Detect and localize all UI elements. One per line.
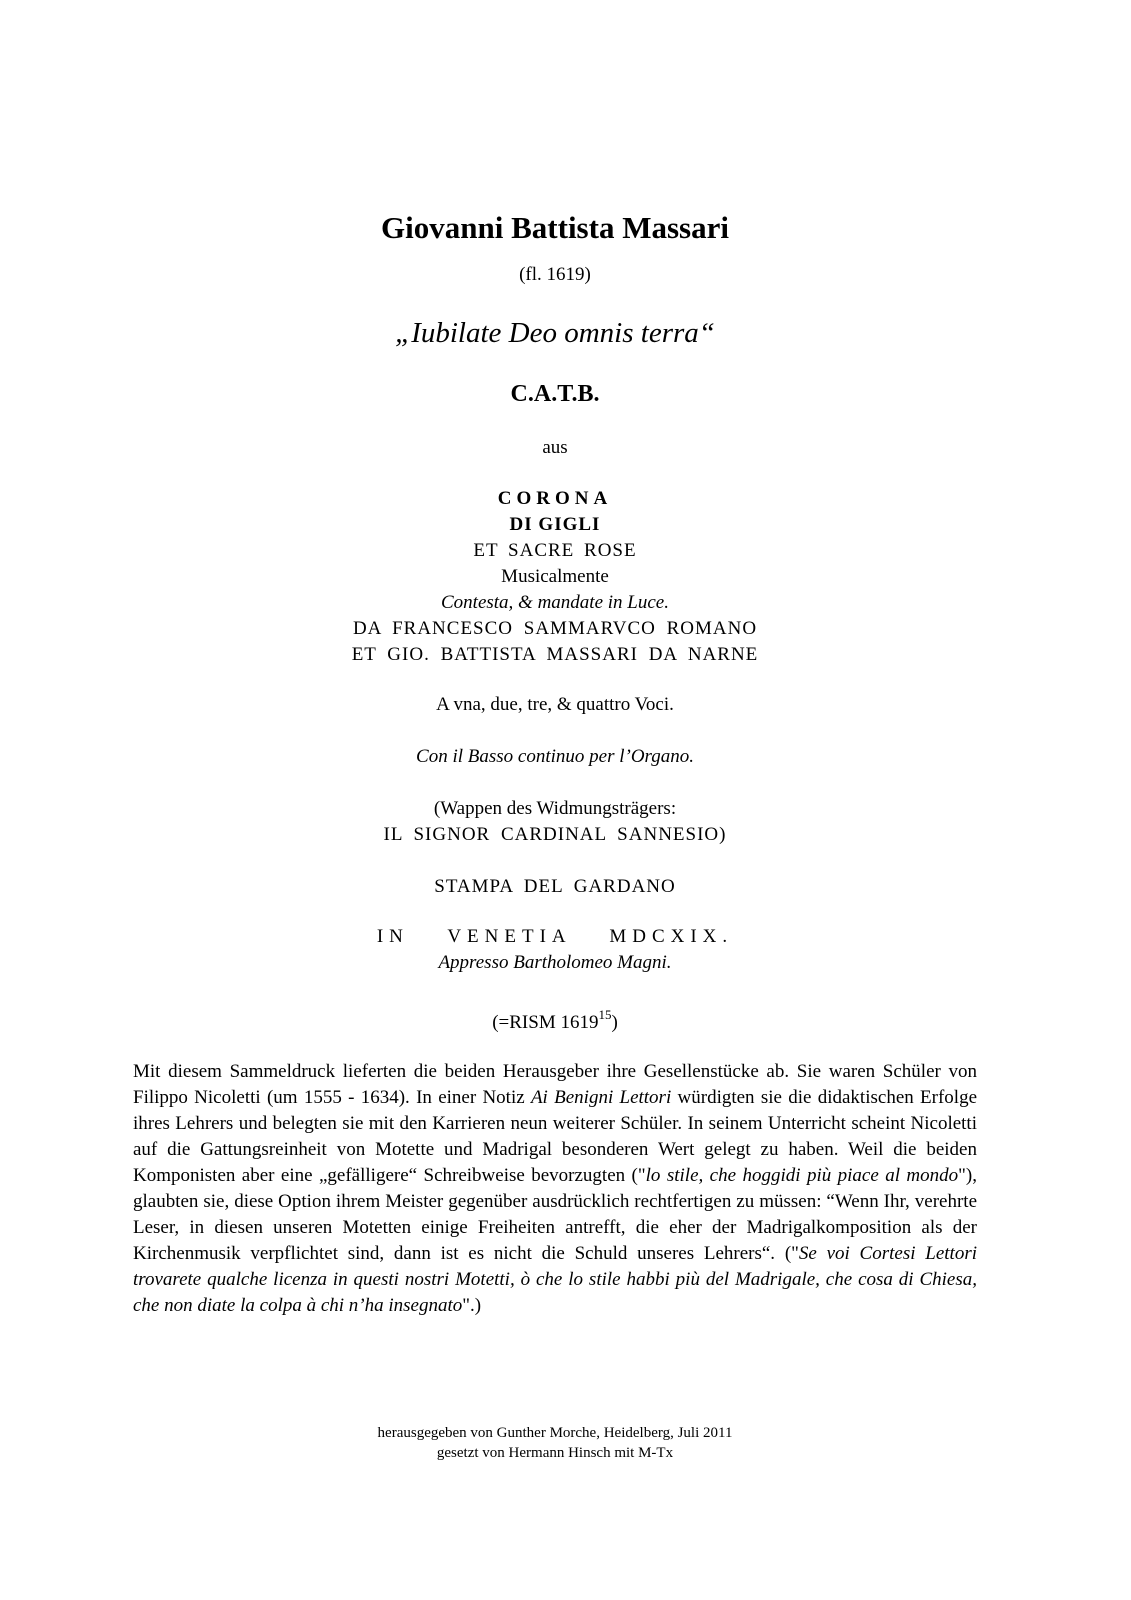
title-page-arms-note: (Wappen des Widmungsträgers:	[433, 798, 677, 819]
rism-superscript: 15	[598, 1006, 612, 1022]
para-text-2: würdigten sie die didaktischen Erfolge ihres Lehrers und belegten sie mit den Karrieren neun weiterer Schüler. In seinem Unterricht scheint Nicoletti auf die Gattungsreinheit von Motette und Madrigal besonderen Wert gelegt zu haben. Weil die beiden Komponisten aber eine „gefälligere“ Schreibweise bevorzugten ("	[133, 1087, 978, 1186]
title-page-line-contesta: Contesta, & mandate in Luce.	[441, 592, 669, 613]
title-page-continuo: Con il Basso continuo per l’Organo.	[416, 746, 694, 767]
title-page-line-corona: CORONA	[497, 488, 613, 509]
source-intro: aus	[542, 437, 568, 458]
footer-editor: herausgegeben von Gunther Morche, Heidelberg, Juli 2011	[377, 1425, 733, 1441]
composer-name: Giovanni Battista Massari	[381, 210, 729, 245]
title-page-imprint	[133, 924, 977, 949]
title-page-line-editor2: ET GIO. BATTISTA MASSARI DA NARNE	[351, 644, 759, 665]
work-title: „Iubilate Deo omnis terra“	[395, 317, 715, 349]
composer-dates: (fl. 1619)	[519, 264, 591, 285]
para-italic-2: lo stile, che hoggidi più piace al mondo	[645, 1165, 959, 1186]
title-page-line-editor1: DA FRANCESCO SAMMARVCO ROMANO	[352, 618, 758, 639]
para-italic-1: Ai Benigni Lettori	[530, 1087, 672, 1108]
title-page-line-gigli: DI GIGLI	[509, 514, 601, 535]
para-text-4: ".)	[462, 1295, 482, 1316]
voicing: C.A.T.B.	[510, 381, 600, 407]
para-text-1: Mit diesem Sammeldruck lieferten die beiden Herausgeber ihre Gesellenstücke ab. Sie waren Schüler von Filippo Nicoletti (um 1555 - 1634). In einer Notiz	[133, 1061, 977, 1108]
rism-prefix: (=RISM 1619	[492, 1012, 599, 1033]
title-page-line-musicalmente: Musicalmente	[501, 566, 609, 587]
para-text-3: "), glaubten sie, diese Option ihrem Meister gegenüber ausdrücklich rechtfertigen zu müssen: “Wenn Ihr, verehrte Leser, in diesen unseren Motetten einige Freiheiten antrefft, die eher der Madrigalkomposition als der Kirchenmusik verpflichtet sind, dann ist es nicht die Schuld unseres Lehrers“. ("	[133, 1165, 977, 1264]
title-page-dedicatee: IL SIGNOR CARDINAL SANNESIO)	[383, 824, 727, 845]
title-page-line-sacre-rose: ET SACRE ROSE	[473, 540, 637, 561]
introduction-paragraph	[133, 1059, 977, 1319]
imprint-place: IN VENETIA	[376, 926, 571, 947]
rism-reference	[133, 1006, 977, 1035]
rism-suffix: )	[611, 1012, 618, 1033]
imprint-year: MDCXIX.	[609, 926, 734, 947]
footer-typesetter: gesetzt von Hermann Hinsch mit M-Tx	[436, 1445, 674, 1461]
title-page-publisher: Appresso Bartholomeo Magni.	[438, 952, 672, 973]
title-page-voices: A vna, due, tre, & quattro Voci.	[436, 694, 674, 715]
title-page-printer: STAMPA DEL GARDANO	[434, 876, 676, 897]
para-italic-3: Se voi Cortesi Lettori trovarete qualche licenza in questi nostri Motetti, ò che lo stile habbi più del Madrigale, che cosa di Chiesa, che non diate la colpa à chi n’ha insegnato	[133, 1243, 977, 1316]
